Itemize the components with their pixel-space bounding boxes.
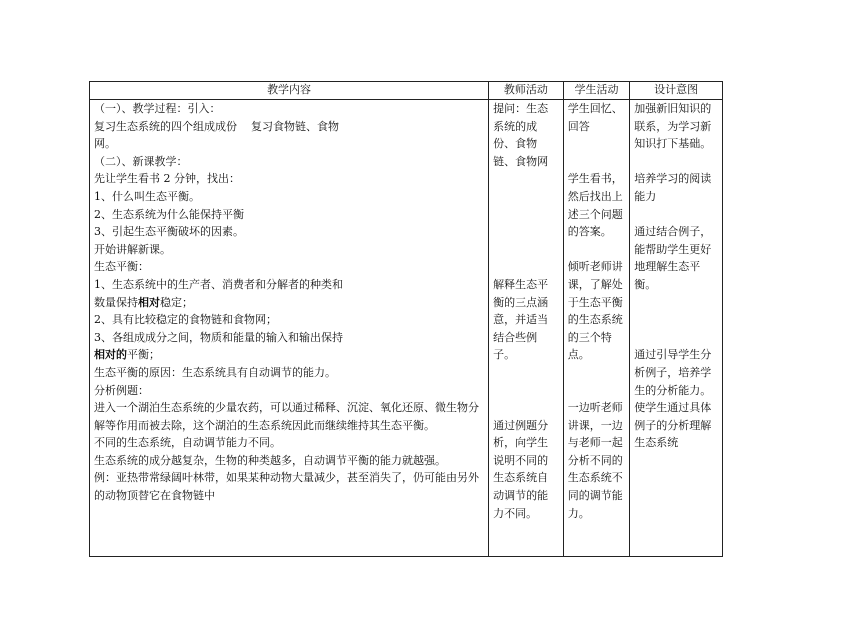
content-text: 稳定； xyxy=(160,295,193,309)
spacer xyxy=(493,170,559,188)
spacer xyxy=(634,294,718,312)
content-line: 2、生态系统为什么能保持平衡 xyxy=(94,207,244,221)
teacher-activity-cell xyxy=(489,100,564,557)
spacer xyxy=(493,241,559,259)
spacer xyxy=(493,382,559,400)
emphasis-text: 相对的 xyxy=(94,348,127,362)
content-line: 复习生态系统的四个组成成份 复习食物链、食物 xyxy=(94,119,339,133)
design-intent-1: 加强新旧知识的联系，为学习新知识打下基础。 xyxy=(634,102,712,151)
content-line: 先让学生看书 2 分钟，找出： xyxy=(94,172,240,186)
content-line: 生态平衡： xyxy=(94,260,149,274)
student-activity-2: 学生看书，然后找出上述三个问题的答案。 xyxy=(567,172,623,239)
spacer xyxy=(634,329,718,347)
spacer xyxy=(493,206,559,224)
spacer xyxy=(568,135,626,153)
content-line xyxy=(94,294,484,312)
header-teacher-activity: 教师活动 xyxy=(489,82,564,100)
spacer xyxy=(568,241,626,259)
emphasis-text: 相对 xyxy=(138,295,160,309)
spacer xyxy=(493,188,559,206)
design-intent-4: 通过引导学生分析例子，培养学生的分析能力。使学生通过具体例子的分析理解生态系统 xyxy=(634,348,712,450)
teacher-activity-3: 通过例题分析，向学生说明不同的生态系统自动调节的能力不同。 xyxy=(493,418,549,520)
content-line: 开始讲解新课。 xyxy=(94,242,171,256)
body-row xyxy=(90,100,723,557)
content-line: 例：亚热带常绿阔叶林带，如果某种动物大量减少，甚至消失了，仍可能由另外的动物顶替它在食物链中 xyxy=(94,471,479,503)
teacher-activity-2: 解释生态平衡的三点涵意，并适当结合些例子。 xyxy=(493,277,549,362)
content-line: 1、生态系统中的生产者、消费者和分解者的种类和 xyxy=(94,277,343,291)
spacer xyxy=(568,153,626,171)
teaching-content-cell xyxy=(90,100,489,557)
spacer xyxy=(568,382,626,400)
teacher-activity-1: 提问：生态系统的成份、食物链、食物网 xyxy=(493,102,549,168)
spacer xyxy=(493,399,559,417)
content-line: 2、具有比较稳定的食物链和食物网； xyxy=(94,313,277,327)
header-content: 教学内容 xyxy=(90,82,489,100)
student-activity-cell xyxy=(563,100,630,557)
content-line: 不同的生态系统，自动调节能力不同。 xyxy=(94,436,281,450)
spacer xyxy=(634,206,718,224)
content-line: 分析例题： xyxy=(94,383,149,397)
content-line: 生态平衡的原因：生态系统具有自动调节的能力。 xyxy=(94,365,336,379)
content-line: （一）、教学过程：引入： xyxy=(94,102,221,115)
content-line: 网。 xyxy=(94,137,116,151)
design-intent-3: 通过结合例子，能帮助学生更好地理解生态平衡。 xyxy=(634,225,712,291)
spacer xyxy=(634,311,718,329)
student-activity-3: 倾听老师讲课，了解处于生态平衡的生态系统的三个特点。 xyxy=(567,260,623,362)
content-line xyxy=(94,346,484,364)
content-line: 进入一个湖泊生态系统的少量农药，可以通过稀释、沉淀、氧化还原、微生物分解等作用而被去除，这个湖泊的生态系统因此而继续维持其生态平衡。 xyxy=(94,401,479,432)
design-intent-2: 培养学习的阅读能力 xyxy=(634,172,712,203)
spacer xyxy=(493,223,559,241)
content-line: 1、什么叫生态平衡。 xyxy=(94,189,200,203)
design-intent-cell xyxy=(630,100,723,557)
content-line: 生态系统的成分越复杂，生物的种类越多，自动调节平衡的能力就越强。 xyxy=(94,453,446,467)
spacer xyxy=(493,364,559,382)
header-row xyxy=(90,82,723,100)
spacer xyxy=(634,153,718,171)
content-line: 3、各组成成分之间，物质和能量的输入和输出保持 xyxy=(94,330,343,344)
content-line: 3、引起生态平衡破坏的因素。 xyxy=(94,225,244,239)
header-design-intent: 设计意图 xyxy=(630,82,723,100)
content-text: 平衡； xyxy=(127,348,160,362)
header-student-activity: 学生活动 xyxy=(563,82,630,100)
content-line: （二）、新课教学： xyxy=(94,154,188,168)
spacer xyxy=(493,258,559,276)
spacer xyxy=(568,364,626,382)
content-text: 数量保持 xyxy=(94,295,138,309)
student-activity-1: 学生回忆、回答 xyxy=(567,102,623,133)
student-activity-4: 一边听老师讲课，一边与老师一起分析不同的生态系统不同的调节能力。 xyxy=(567,401,623,520)
lesson-plan-table xyxy=(89,81,723,557)
